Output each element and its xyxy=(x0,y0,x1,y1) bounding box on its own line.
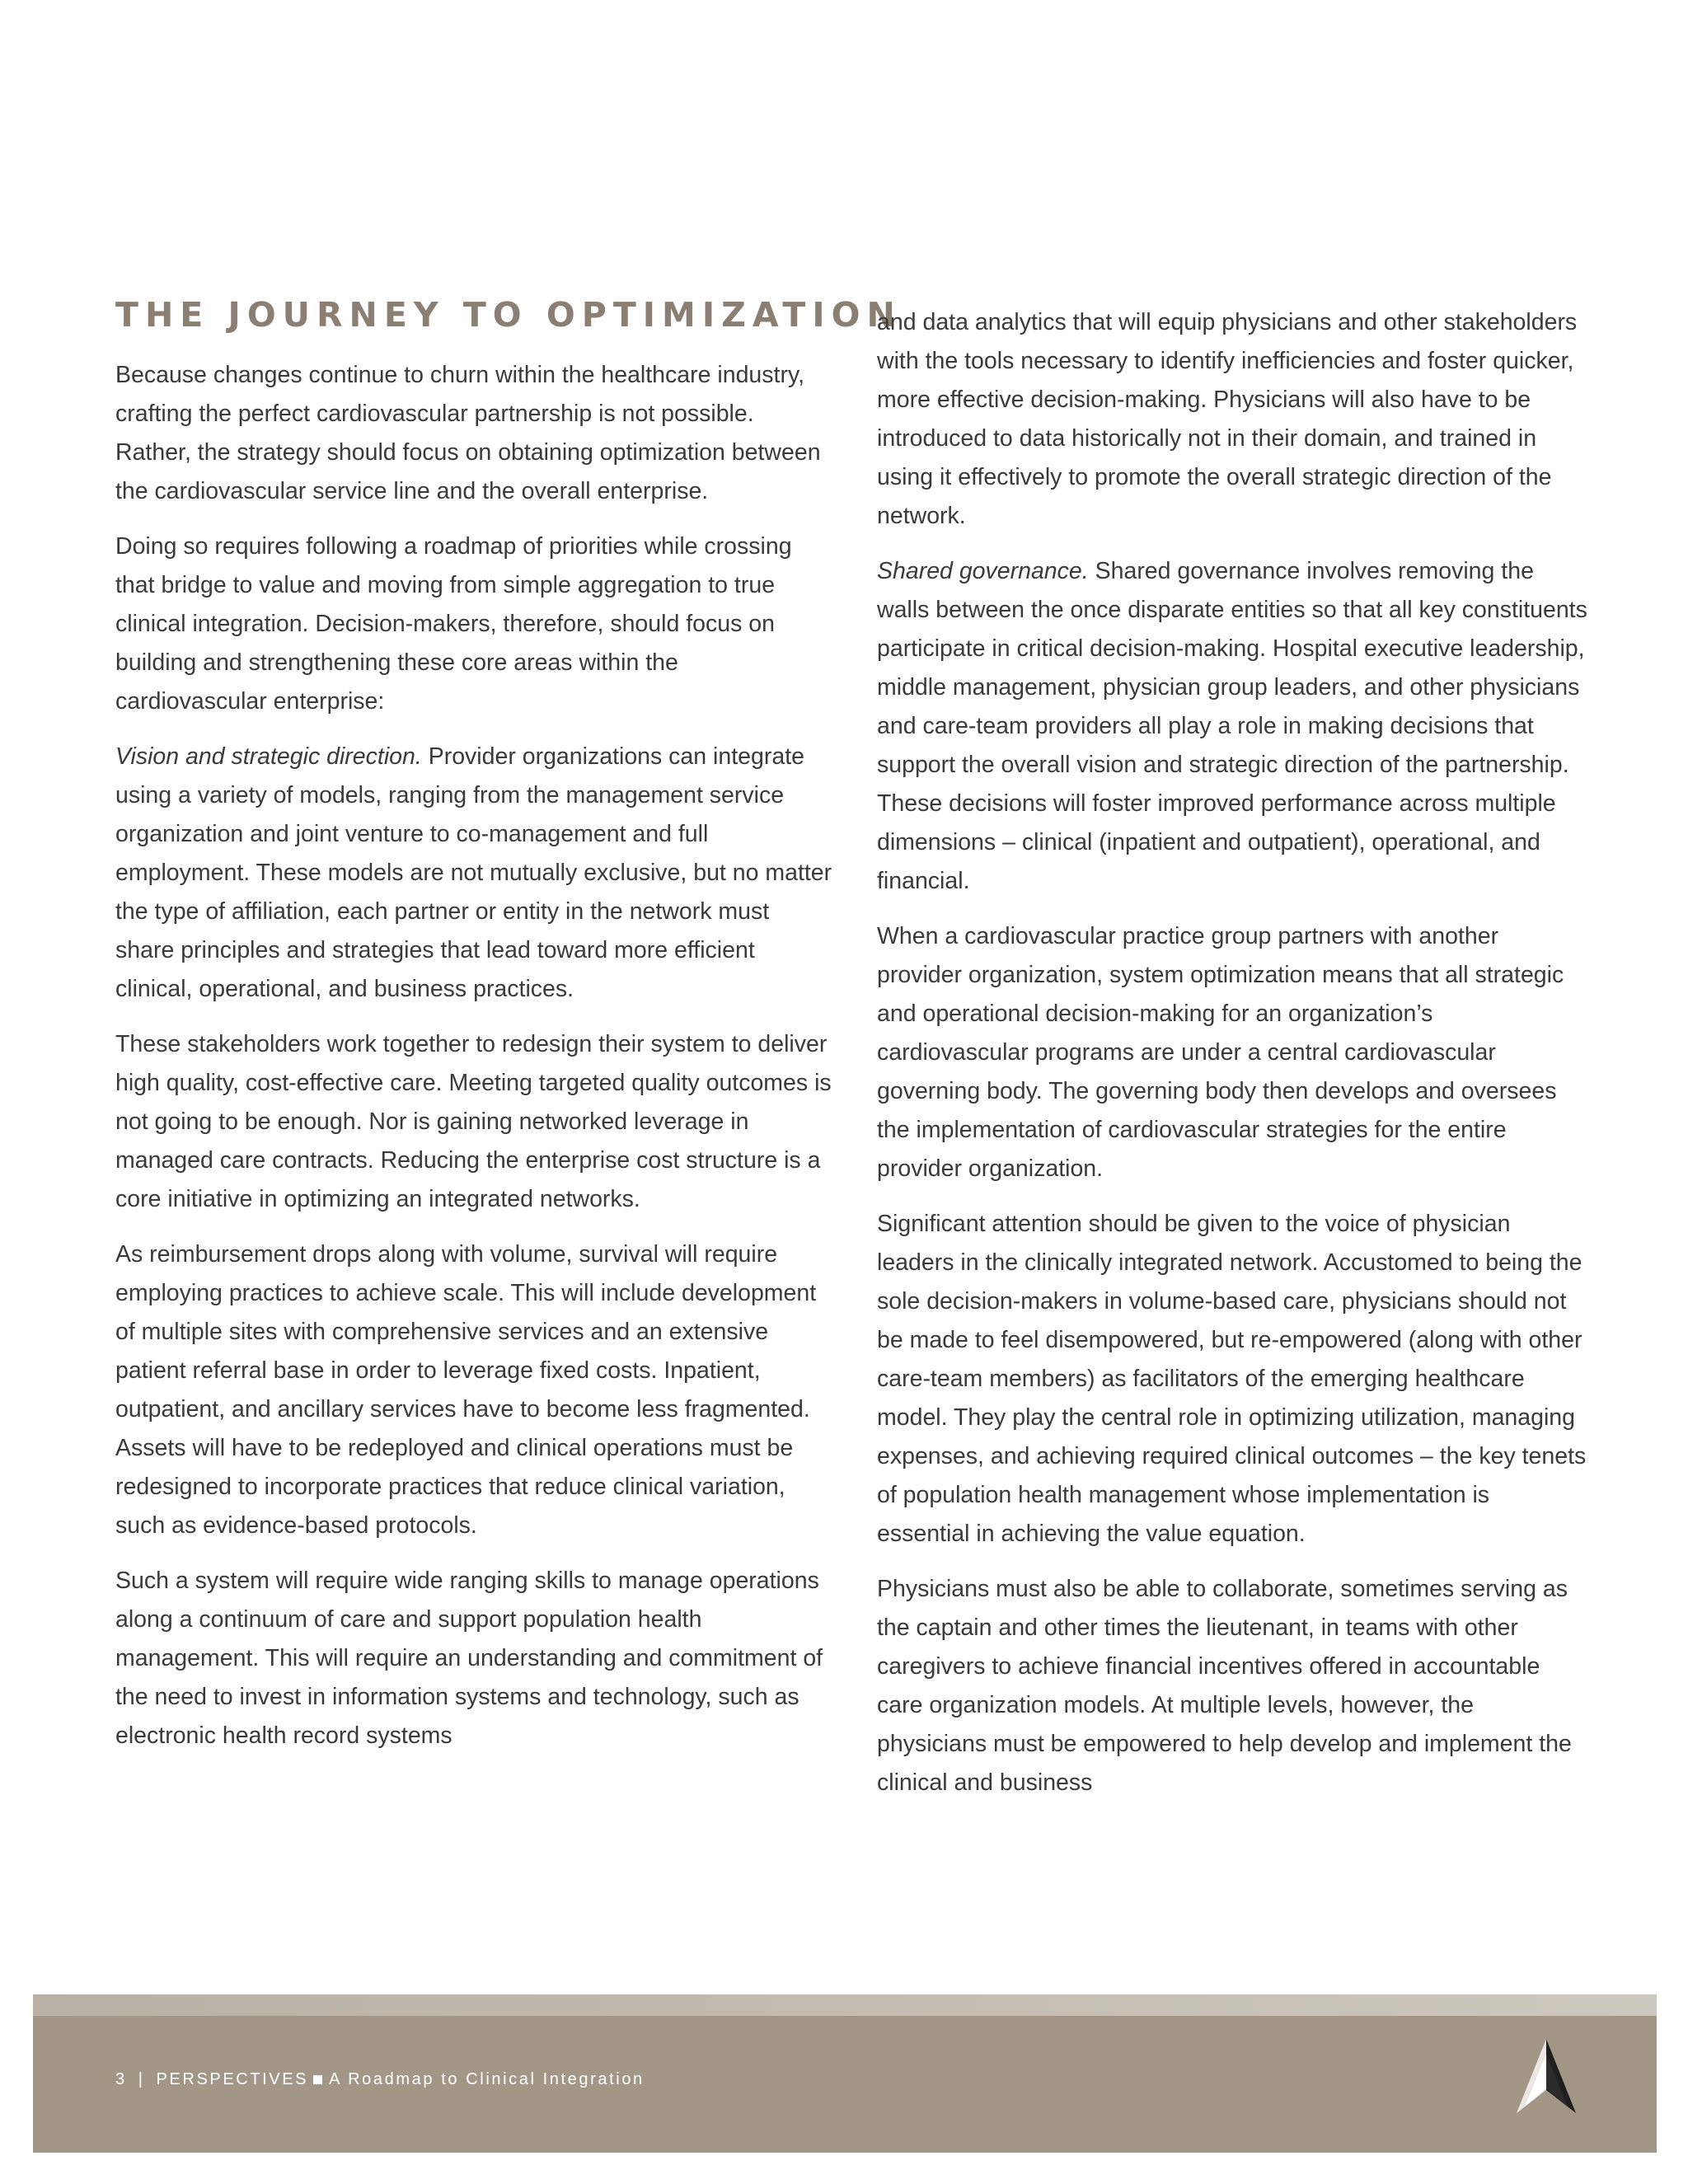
paragraph: Significant attention should be given to the voice of physician leaders in the clinically integrated network. Accustomed to being the sole decision-makers in volume-based care, physicians should not be made to feel disempowered, but re-empowered (along with other care-team members) as facilitators of the emerging healthcare model. They play the central role in optimizing utilization, managing expenses, and achieving required clinical outcomes – the key tenets of population health management whose implementation is essential in achieving the value equation. xyxy=(877,1211,1587,1547)
paragraph: Because changes continue to churn within the healthcare industry, crafting the perfect cardiovascular partnership is not possible. Rather, the strategy should focus on obtaining optimization between the cardiovascular service line and the overall enterprise. xyxy=(115,362,821,504)
paragraph-lead-italic: Vision and strategic direction. xyxy=(115,743,422,770)
footer-shade-band xyxy=(33,1994,1657,2016)
paragraph: Doing so requires following a roadmap of priorities while crossing that bridge to value and moving from simple aggregation to true clinical integration. Decision-makers, therefore, should focus on building and strengthening these core areas within the cardiovascular enterprise: xyxy=(115,533,792,715)
paragraph: Such a system will require wide ranging skills to manage operations along a continuum of care and support population health management. This will require an understanding and commitment of the need to invest in information systems and technology, such as electronic health record systems xyxy=(115,1568,823,1749)
paragraph-body: Provider organizations can integrate using a variety of models, ranging from the management service organization and joint venture to co-management and full employment. These models are not mutually exclusive, but no matter the type of affiliation, each partner or entity in the network must share principles and strategies that lead toward more efficient clinical, operational, and business practices. xyxy=(115,743,832,1002)
page-footer xyxy=(33,1994,1657,2153)
arrowhead-logo-icon xyxy=(1513,2037,1579,2116)
footer-caption xyxy=(115,2070,645,2089)
paragraph: Physicians must also be able to collaborate, sometimes serving as the captain and other times the lieutenant, in teams with other caregivers to achieve financial incentives offered in accountable care organization models. At multiple levels, however, the physicians must be empowered to help develop and implement the clinical and business xyxy=(877,1576,1572,1796)
paragraph-body: Shared governance involves removing the walls between the once disparate entities so that all key constituents participate in critical decision-making. Hospital executive leadership, middle management, physician group leaders, and other physicians and care-team providers all play a role in making decisions that support the overall vision and strategic direction of the partnership. These decisions will foster improved performance across multiple dimensions – clinical (inpatient and outpatient), operational, and financial. xyxy=(877,558,1587,894)
paragraph: As reimbursement drops along with volume, survival will require employing practices to achieve scale. This will include development of multiple sites with comprehensive services and an extensive patient referral base in order to leverage fixed costs. Inpatient, outpatient, and ancillary services have to become less fragmented. Assets will have to be redeployed and clinical operations must be redesigned to incorporate practices that reduce clinical variation, such as evidence-based protocols. xyxy=(115,1241,817,1539)
paragraph: These stakeholders work together to redesign their system to deliver high quality, cost-effective care. Meeting targeted quality outcomes is not going to be enough. Nor is gaining networked leverage in managed care contracts. Reducing the enterprise cost structure is a core initiative in optimizing an integrated networks. xyxy=(115,1031,832,1212)
paragraph-lead-italic: Shared governance. xyxy=(877,558,1089,584)
publication-title: A Roadmap to Clinical Integration xyxy=(329,2070,645,2088)
right-column xyxy=(877,303,1587,1819)
paragraph: and data analytics that will equip physicians and other stakeholders with the tools necessary to identify inefficiencies and foster quicker, more effective decision-making. Physicians will also have to be introduced to data historically not in their domain, and trained in using it effectively to promote the overall strategic direction of the network. xyxy=(877,309,1578,529)
paragraph xyxy=(115,738,832,1009)
square-bullet-icon xyxy=(313,2075,322,2084)
left-column xyxy=(115,356,832,1772)
section-heading: THE JOURNEY TO OPTIMIZATION xyxy=(115,295,902,335)
paragraph xyxy=(877,552,1587,901)
paragraph: When a cardiovascular practice group partners with another provider organization, system optimization means that all strategic and operational decision-making for an organization’s cardiovascular programs are under a central cardiovascular governing body. The governing body then develops and oversees the implementation of cardiovascular strategies for the entire provider organization. xyxy=(877,923,1564,1182)
page-number: 3 xyxy=(115,2070,127,2088)
footer-separator: | xyxy=(138,2070,145,2088)
publication-name: PERSPECTIVES xyxy=(156,2070,309,2088)
